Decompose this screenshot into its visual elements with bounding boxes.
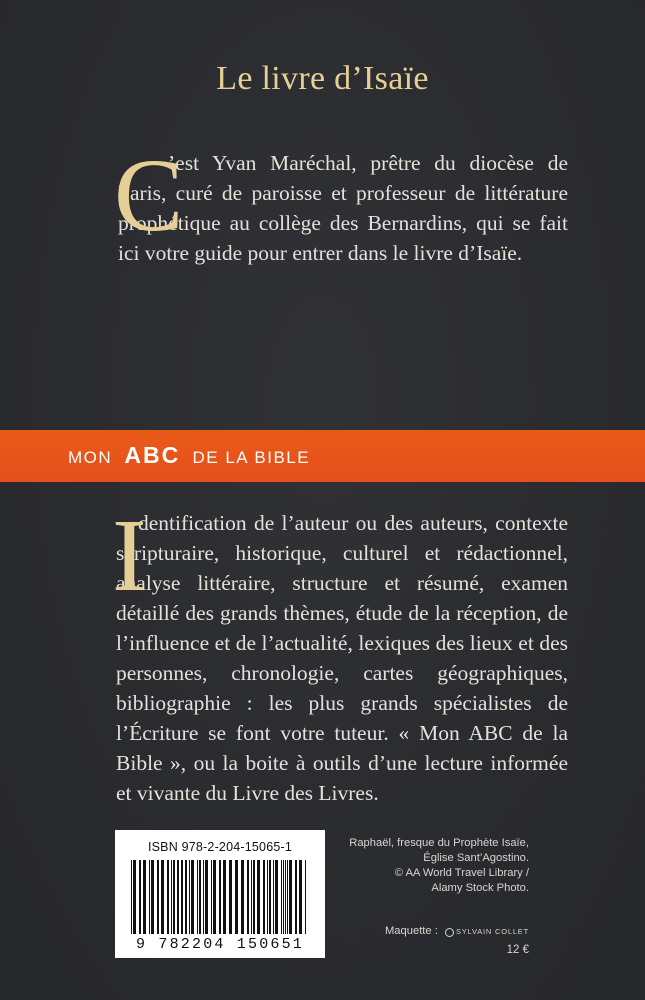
barcode-bar: [131, 860, 132, 934]
barcode-bar: [229, 860, 232, 934]
barcode-bar: [139, 860, 141, 934]
barcode-bar: [257, 860, 260, 934]
designer-logo: [445, 927, 529, 936]
barcode-bar: [205, 860, 208, 934]
barcode-bar: [171, 860, 172, 934]
intro-text: ’est Yvan Maréchal, prêtre du diocèse de Paris, curé de paroisse et professeur de littérature prophétique au collège des Bernardins, qui se fait ici votre guide pour entrer dans le livre d’Isaïe.: [118, 151, 568, 265]
barcode-bar: [197, 860, 198, 934]
barcode-bar: [199, 860, 201, 934]
barcode-bar: [211, 860, 212, 934]
barcode-bar: [235, 860, 238, 934]
barcode-bar: [283, 860, 284, 934]
maquette-label: Maquette :: [384, 925, 438, 937]
author-intro-paragraph: [114, 138, 568, 268]
barcode-bar: [181, 860, 183, 934]
credit-line: © AA World Travel Library /: [394, 867, 529, 879]
isbn-label: ISBN 978-2-204-15065-1: [147, 840, 293, 854]
description-paragraph: [112, 498, 568, 808]
barcode-bar: [161, 860, 164, 934]
barcode-bar: [167, 860, 169, 934]
barcode-bar: [185, 860, 187, 934]
barcode-bar: [251, 860, 252, 934]
book-title: Le livre d’Isaïe: [216, 60, 429, 97]
barcode-bar: [253, 860, 255, 934]
barcode-bar: [191, 860, 194, 934]
credit-line: Alamy Stock Photo.: [431, 882, 529, 894]
designer-name: SYLVAIN COLLET: [455, 927, 529, 936]
series-prefix: MON: [68, 448, 113, 467]
barcode-bars: [129, 860, 311, 936]
barcode-bar: [157, 860, 159, 934]
barcode-bar: [247, 860, 249, 934]
image-credits: [289, 836, 529, 896]
credit-line: Église Sant’Agostino.: [423, 852, 529, 864]
credit-line: Raphaël, fresque du Prophète Isaïe,: [349, 837, 529, 849]
barcode-bar: [219, 860, 221, 934]
barcode-bar: [143, 860, 146, 934]
barcode-bar: [133, 860, 136, 934]
description-dropcap: I: [112, 498, 147, 613]
barcode-bar: [213, 860, 216, 934]
barcode-bar: [241, 860, 244, 934]
barcode-bar: [263, 860, 265, 934]
barcode-bar: [189, 860, 190, 934]
description-text: dentification de l’auteur ou des auteurs, contexte scripturaire, historique, culturel et rédactionnel, analyse littéraire, structure et résumé, examen détaillé des grands thèmes, étude de la réception, de l’influence et de l’actualité, lexiques des lieux et des personnes, chronologie, cartes géographiques, bibliographie : les plus grands spécialistes de l’Écriture se font votre tuteur. « Mon ABC de la Bible », ou la boite à outils d’une lecture informée et vivante du Livre des Livres.: [116, 511, 568, 805]
designer-logo-icon: [445, 928, 454, 937]
barcode-bar: [173, 860, 175, 934]
barcode-bar: [223, 860, 226, 934]
series-abc: ABC: [124, 442, 181, 468]
barcode-bar: [281, 860, 282, 934]
series-suffix: DE LA BIBLE: [192, 448, 311, 467]
barcode-bar: [273, 860, 274, 934]
maquette-credit: [385, 925, 529, 937]
barcode-bar: [151, 860, 154, 934]
price: 12 €: [506, 944, 529, 956]
barcode-bar: [203, 860, 204, 934]
series-name: [68, 442, 310, 469]
barcode-bar: [149, 860, 150, 934]
barcode-bar: [275, 860, 278, 934]
barcode-bar: [285, 860, 286, 934]
barcode-bar: [177, 860, 179, 934]
barcode-bar: [267, 860, 268, 934]
barcode-bar: [287, 860, 288, 934]
series-band: [0, 430, 645, 482]
barcode-bar: [269, 860, 271, 934]
intro-dropcap: C: [114, 138, 184, 253]
ean-number: 9 782204 150651: [135, 936, 305, 953]
